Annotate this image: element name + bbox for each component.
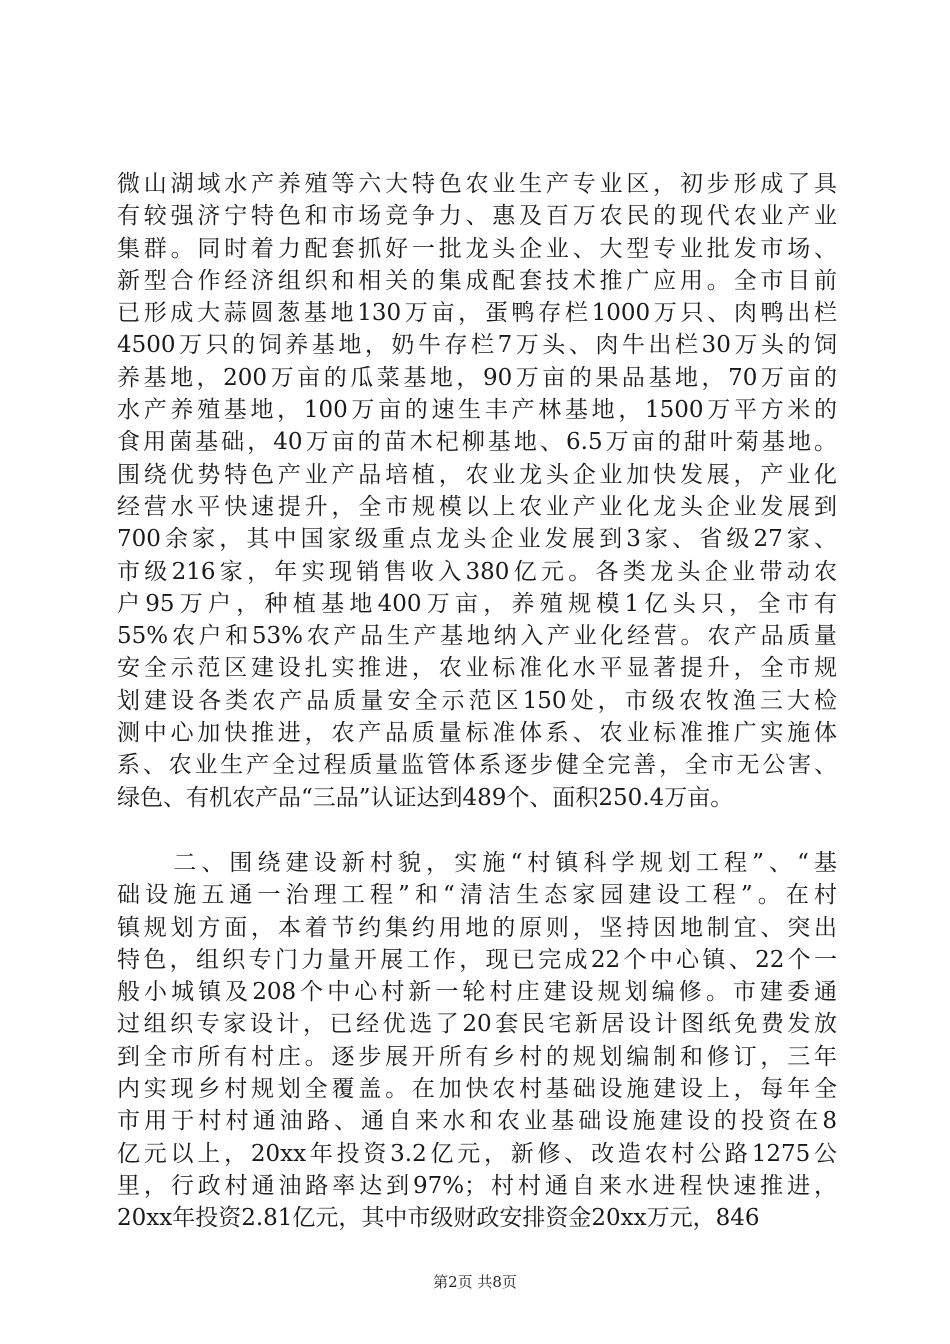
text-line: 4500万只的饲养基地，奶牛存栏7万头、肉牛出栏30万头的饲 bbox=[117, 332, 837, 359]
text-line: 镇规划方面，本着节约集约用地的原则，坚持因地制宜、突出 bbox=[117, 914, 837, 941]
text-line: 系、农业生产全过程质量监管体系逐步健全完善，全市无公害、 bbox=[117, 752, 837, 779]
text-line: 安全示范区建设扎实推进，农业标准化水平显著提升，全市规 bbox=[117, 655, 837, 682]
text-line: 亿元以上，20xx年投资3.2亿元，新修、改造农村公路1275公 bbox=[117, 1140, 837, 1167]
text-line: 里，行政村通油路率达到97%；村村通自来水进程快速推进， bbox=[117, 1172, 837, 1199]
text-line: 20xx年投资2.81亿元，其中市级财政安排资金20xx万元，846 bbox=[117, 1205, 760, 1232]
text-line: 已形成大蒜圆葱基地130万亩，蛋鸭存栏1000万只、肉鸭出栏 bbox=[117, 300, 837, 327]
paragraph-2 bbox=[117, 847, 837, 1235]
text-line: 水产养殖基地，100万亩的速生丰产林基地，1500万平方米的 bbox=[117, 397, 837, 424]
text-line: 二、围绕建设新村貌，实施“村镇科学规划工程”、“基 bbox=[117, 849, 837, 876]
body-text bbox=[117, 168, 837, 1235]
text-line: 市级216家，年实现销售收入380亿元。各类龙头企业带动农 bbox=[117, 558, 837, 585]
text-line: 础设施五通一治理工程”和“清洁生态家园建设工程”。在村 bbox=[117, 882, 837, 909]
text-line: 绿色、有机农产品“三品”认证达到489个、面积250.4万亩。 bbox=[117, 784, 734, 811]
text-line: 特色，组织专门力量开展工作，现已完成22个中心镇、22个一 bbox=[117, 946, 837, 973]
paragraph-gap bbox=[117, 814, 837, 847]
text-line: 市用于村村通油路、通自来水和农业基础设施建设的投资在8 bbox=[117, 1108, 837, 1135]
text-line: 划建设各类农产品质量安全示范区150处，市级农牧渔三大检 bbox=[117, 687, 837, 714]
text-line: 过组织专家设计，已经优选了20套民宅新居设计图纸免费发放 bbox=[117, 1011, 837, 1038]
page-footer: 第2页 共8页 bbox=[433, 1273, 517, 1291]
text-line: 新型合作经济组织和相关的集成配套技术推广应用。全市目前 bbox=[117, 267, 837, 294]
text-line: 到全市所有村庄。逐步展开所有乡村的规划编制和修订，三年 bbox=[117, 1043, 837, 1070]
text-line: 测中心加快推进，农产品质量标准体系、农业标准推广实施体 bbox=[117, 720, 837, 747]
text-line: 有较强济宁特色和市场竞争力、惠及百万农民的现代农业产业 bbox=[117, 203, 837, 230]
text-line: 户95万户，种植基地400万亩，养殖规模1亿头只，全市有 bbox=[117, 590, 837, 617]
paragraph-1 bbox=[117, 168, 837, 814]
text-line: 围绕优势特色产业产品培植，农业龙头企业加快发展，产业化 bbox=[117, 461, 837, 488]
text-line: 55%农户和53%农产品生产基地纳入产业化经营。农产品质量 bbox=[117, 623, 837, 650]
text-line: 食用菌基础，40万亩的苗木杞柳基地、6.5万亩的甜叶菊基地。 bbox=[117, 429, 837, 456]
text-line: 微山湖域水产养殖等六大特色农业生产专业区，初步形成了具 bbox=[117, 171, 837, 197]
text-line: 集群。同时着力配套抓好一批龙头企业、大型专业批发市场、 bbox=[117, 235, 837, 262]
text-line: 700余家，其中国家级重点龙头企业发展到3家、省级27家、 bbox=[117, 526, 837, 553]
text-line: 养基地，200万亩的瓜菜基地，90万亩的果品基地，70万亩的 bbox=[117, 364, 837, 391]
text-line: 般小城镇及208个中心村新一轮村庄建设规划编修。市建委通 bbox=[117, 979, 837, 1006]
text-line: 经营水平快速提升，全市规模以上农业产业化龙头企业发展到 bbox=[117, 493, 837, 520]
text-line: 内实现乡村规划全覆盖。在加快农村基础设施建设上，每年全 bbox=[117, 1076, 837, 1103]
